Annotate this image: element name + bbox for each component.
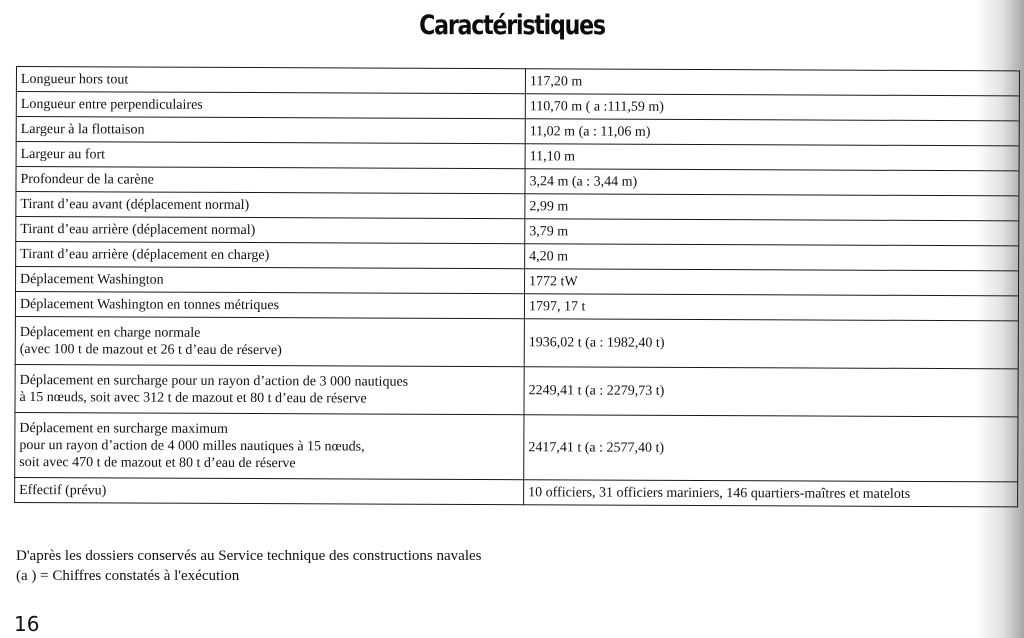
row-value: 1936,02 t (a : 1982,40 t) xyxy=(524,319,1018,369)
row-label: Largeur au fort xyxy=(16,142,525,169)
row-value: 2,99 m xyxy=(525,194,1019,221)
row-label: Profondeur de la carène xyxy=(16,167,525,194)
row-label: Effectif (prévu) xyxy=(15,477,524,504)
row-label: Déplacement en surcharge pour un rayon d’action de 3 000 nautiques à 15 nœuds, soit avec 312 t de mazout et 80 t d’eau de réserve xyxy=(15,364,524,414)
row-value: 1797, 17 t xyxy=(524,294,1018,321)
page-number: 16 xyxy=(14,612,40,636)
row-value: 117,20 m xyxy=(525,69,1019,96)
row-label: Longueur entre perpendiculaires xyxy=(16,92,525,119)
page-title: Caractéristiques xyxy=(419,10,605,41)
table-row xyxy=(15,316,1018,368)
table-row xyxy=(15,477,1018,506)
table-row xyxy=(15,364,1018,416)
row-value: 2417,41 t (a : 2577,40 t) xyxy=(524,415,1018,482)
row-value: 11,10 m xyxy=(525,144,1019,171)
row-value: 4,20 m xyxy=(525,244,1019,271)
source-notes xyxy=(16,546,481,586)
row-label: Tirant d’eau arrière (déplacement normal) xyxy=(16,217,525,244)
row-label: Tirant d’eau avant (déplacement normal) xyxy=(16,192,525,219)
source-note: D'après les dossiers conservés au Service technique des constructions navales xyxy=(16,548,482,564)
row-value: 1772 tW xyxy=(525,269,1019,296)
row-value: 110,70 m ( a :111,59 m) xyxy=(525,94,1019,121)
row-value: 3,24 m (a : 3,44 m) xyxy=(525,169,1019,196)
row-label: Déplacement Washington xyxy=(16,267,525,294)
row-value: 2249,41 t (a : 2279,73 t) xyxy=(524,367,1018,417)
row-label: Longueur hors tout xyxy=(16,67,525,94)
table-row xyxy=(15,412,1018,481)
row-value: 11,02 m (a : 11,06 m) xyxy=(525,119,1019,146)
row-label: Déplacement en charge normale (avec 100 t de mazout et 26 t d’eau de réserve) xyxy=(15,316,524,366)
characteristics-table xyxy=(14,66,1020,507)
legend-note: (a ) = Chiffres constatés à l'exécution xyxy=(16,568,240,584)
row-label: Déplacement en surcharge maximum pour un rayon d’action de 4 000 milles nautiques à 15 nœuds, soit avec 470 t de mazout et 80 t d’eau de réserve xyxy=(15,412,524,479)
row-label: Largeur à la flottaison xyxy=(16,117,525,144)
row-value: 3,79 m xyxy=(525,219,1019,246)
row-label: Tirant d’eau arrière (déplacement en charge) xyxy=(16,242,525,269)
row-label: Déplacement Washington en tonnes métriques xyxy=(15,292,524,319)
row-value: 10 officiers, 31 officiers mariniers, 146 quartiers-maîtres et matelots xyxy=(524,480,1018,507)
